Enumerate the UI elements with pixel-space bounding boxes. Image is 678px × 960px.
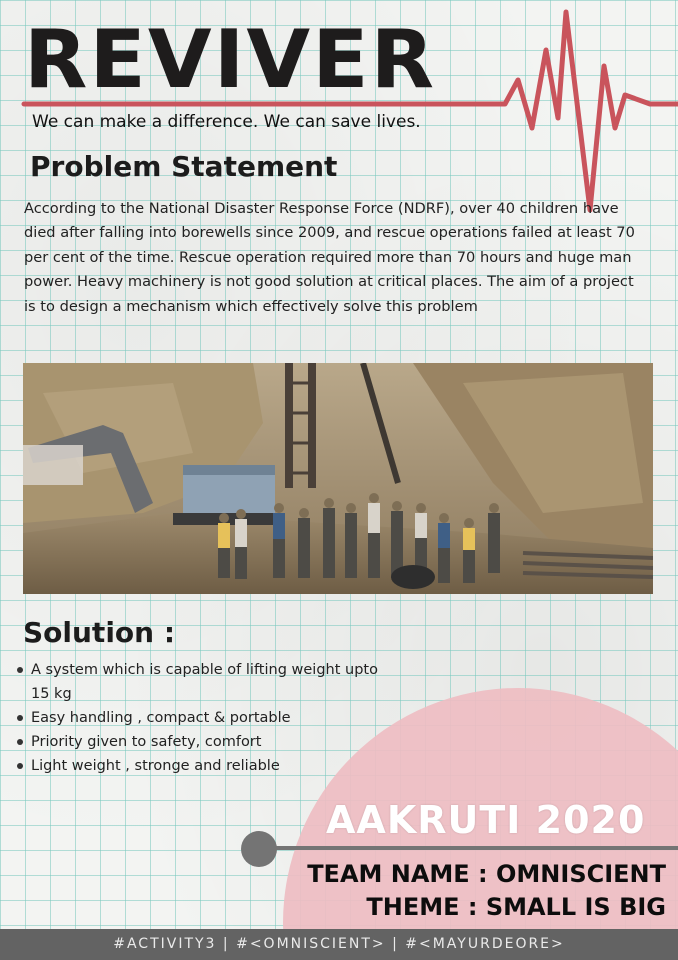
problem-heading: Problem Statement xyxy=(30,150,338,183)
rescue-site-photo xyxy=(23,363,653,594)
divider-dot-icon xyxy=(241,831,277,867)
solution-item: Priority given to safety, comfort xyxy=(14,730,394,754)
solution-heading: Solution : xyxy=(23,616,176,649)
theme: THEME : SMALL IS BIG xyxy=(366,893,666,921)
tagline: We can make a difference. We can save lives. xyxy=(32,112,421,132)
solution-item: Light weight , stronge and reliable xyxy=(14,754,394,778)
footer-hashtags: #ACTIVITY3 | #<OMNISCIENT> | #<MAYURDEORE> xyxy=(0,929,678,960)
event-title: AAKRUTI 2020 xyxy=(326,798,646,842)
team-name: TEAM NAME : OMNISCIENT xyxy=(307,860,666,888)
solution-item: Easy handling , compact & portable xyxy=(14,706,394,730)
solution-item: A system which is capable of lifting weight upto 15 kg xyxy=(14,658,394,706)
solution-list xyxy=(14,658,394,778)
divider-line xyxy=(258,846,678,850)
problem-text: According to the National Disaster Response Force (NDRF), over 40 children have died after falling into borewells since 2009, and rescue operations failed at least 70 per cent of the time. Rescue operation required more than 70 hours and huge man power. Heavy machinery is not good solution at critical places. The aim of a project is to design a mechanism which effectively solve this problem xyxy=(24,200,635,315)
logo-title: REVIVER xyxy=(24,13,437,106)
